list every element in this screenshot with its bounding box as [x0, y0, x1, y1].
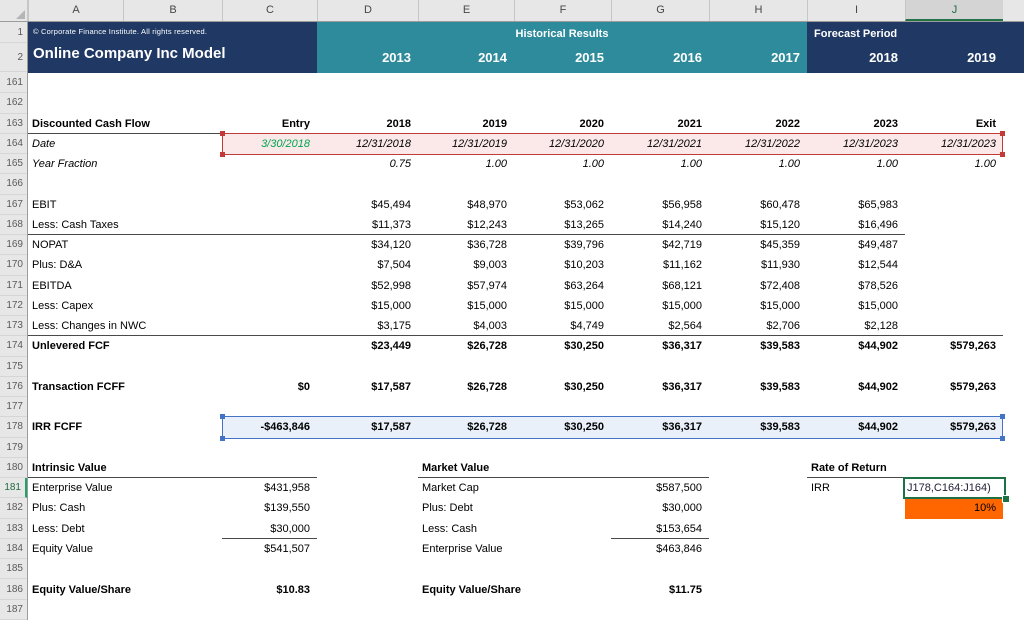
- cell-G169[interactable]: $42,719: [662, 239, 702, 252]
- cell-A183[interactable]: Less: Debt: [32, 522, 85, 535]
- row-header-172[interactable]: 172: [0, 296, 27, 316]
- cell-E184[interactable]: Enterprise Value: [422, 542, 503, 555]
- cell-G183[interactable]: $153,654: [656, 522, 702, 535]
- select-all-triangle-icon: [16, 10, 25, 19]
- cell-F174[interactable]: $30,250: [564, 340, 604, 353]
- cell-A163[interactable]: Discounted Cash Flow: [32, 117, 150, 130]
- cell-F163[interactable]: 2020: [579, 117, 604, 130]
- row-header-170[interactable]: 170: [0, 255, 27, 275]
- cell-I169[interactable]: $49,487: [858, 239, 898, 252]
- cell-H165[interactable]: 1.00: [778, 158, 800, 171]
- column-header-B[interactable]: B: [123, 0, 222, 21]
- row-header-173[interactable]: 173: [0, 316, 27, 336]
- irr-range-highlight-blue-handle[interactable]: [220, 436, 225, 441]
- cell-D178[interactable]: $17,587: [371, 421, 411, 434]
- year-cell-2013[interactable]: 2013: [382, 50, 411, 65]
- cell-A174[interactable]: Unlevered FCF: [32, 340, 110, 353]
- cell-G174[interactable]: $36,317: [662, 340, 702, 353]
- column-header-I[interactable]: I: [807, 0, 905, 21]
- cell-F173[interactable]: $4,749: [570, 320, 604, 333]
- cell-F165[interactable]: 1.00: [582, 158, 604, 171]
- cell-A176[interactable]: Transaction FCFF: [32, 380, 125, 393]
- formula-edit-cell[interactable]: J178,C164:J164): [903, 477, 1006, 499]
- cell-J164[interactable]: 12/31/2023: [940, 137, 996, 150]
- irr-range-highlight-blue-handle[interactable]: [220, 414, 225, 419]
- cell-F169[interactable]: $39,796: [564, 239, 604, 252]
- column-header-A[interactable]: A: [28, 0, 123, 21]
- column-header-strip: [0, 0, 1024, 22]
- cell-F167[interactable]: $53,062: [564, 198, 604, 211]
- cell-E171[interactable]: $57,974: [467, 279, 507, 292]
- cell-E170[interactable]: $9,003: [473, 259, 507, 272]
- cell-D172[interactable]: $15,000: [371, 299, 411, 312]
- row-header-167[interactable]: 167: [0, 195, 27, 215]
- cell-H176[interactable]: $39,583: [760, 380, 800, 393]
- cell-A173[interactable]: Less: Changes in NWC: [32, 320, 147, 333]
- cell-I173[interactable]: $2,128: [864, 320, 898, 333]
- row-header-184[interactable]: 184: [0, 539, 27, 559]
- cell-C184[interactable]: $541,507: [264, 542, 310, 555]
- cell-A169[interactable]: NOPAT: [32, 239, 69, 252]
- row-header-185[interactable]: 185: [0, 559, 27, 579]
- cell-G176[interactable]: $36,317: [662, 380, 702, 393]
- date-range-highlight-red-handle[interactable]: [1000, 152, 1005, 157]
- irr-range-highlight-blue-handle[interactable]: [1000, 414, 1005, 419]
- cell-D176[interactable]: $17,587: [371, 380, 411, 393]
- row-header-178[interactable]: 178: [0, 417, 27, 437]
- cell-I170[interactable]: $12,544: [858, 259, 898, 272]
- cell-F170[interactable]: $10,203: [564, 259, 604, 272]
- underline-rule-163: [28, 133, 222, 134]
- cell-I181[interactable]: IRR: [811, 482, 830, 495]
- cell-I174[interactable]: $44,902: [858, 340, 898, 353]
- cell-D173[interactable]: $3,175: [377, 320, 411, 333]
- cell-G173[interactable]: $2,564: [668, 320, 702, 333]
- cell-D170[interactable]: $7,504: [377, 259, 411, 272]
- row-header-161[interactable]: 161: [0, 73, 27, 93]
- cell-G181[interactable]: $587,500: [656, 482, 702, 495]
- cell-E182[interactable]: Plus: Debt: [422, 502, 473, 515]
- cell-A168[interactable]: Less: Cash Taxes: [32, 218, 119, 231]
- cell-J178[interactable]: $579,263: [950, 421, 996, 434]
- cell-I164[interactable]: 12/31/2023: [842, 137, 898, 150]
- cell-J163[interactable]: Exit: [975, 117, 996, 130]
- fill-handle[interactable]: [1002, 495, 1010, 503]
- column-header-C[interactable]: C: [222, 0, 317, 21]
- cell-J165[interactable]: 1.00: [974, 158, 996, 171]
- cell-A170[interactable]: Plus: D&A: [32, 259, 83, 272]
- cell-H172[interactable]: $15,000: [760, 299, 800, 312]
- cell-F172[interactable]: $15,000: [564, 299, 604, 312]
- select-all-corner[interactable]: [0, 0, 28, 21]
- cell-D167[interactable]: $45,494: [371, 198, 411, 211]
- cell-A184[interactable]: Equity Value: [32, 542, 93, 555]
- cell-E173[interactable]: $4,003: [473, 320, 507, 333]
- row-header-187[interactable]: 187: [0, 600, 27, 620]
- cell-G186[interactable]: $11.75: [668, 583, 702, 596]
- cell-D174[interactable]: $23,449: [371, 340, 411, 353]
- cell-E172[interactable]: $15,000: [467, 299, 507, 312]
- cell-J174[interactable]: $579,263: [950, 340, 996, 353]
- cell-G168[interactable]: $14,240: [662, 218, 702, 231]
- cell-E186[interactable]: Equity Value/Share: [422, 583, 522, 596]
- cell-F176[interactable]: $30,250: [564, 380, 604, 393]
- row-header-175[interactable]: 175: [0, 357, 27, 377]
- cell-I171[interactable]: $78,526: [858, 279, 898, 292]
- cell-H178[interactable]: $39,583: [760, 421, 800, 434]
- cell-G184[interactable]: $463,846: [656, 542, 702, 555]
- cell-E178[interactable]: $26,728: [467, 421, 507, 434]
- row-header-180[interactable]: 180: [0, 458, 27, 478]
- cell-G182[interactable]: $30,000: [662, 502, 702, 515]
- column-header-H[interactable]: H: [709, 0, 807, 21]
- cell-D169[interactable]: $34,120: [371, 239, 411, 252]
- cell-E174[interactable]: $26,728: [467, 340, 507, 353]
- cell-A167[interactable]: EBIT: [32, 198, 57, 211]
- cell-G163[interactable]: 2021: [677, 117, 702, 130]
- cell-A182[interactable]: Plus: Cash: [32, 502, 86, 515]
- copyright-text: © Corporate Finance Institute. All rights reserved.: [33, 27, 208, 36]
- cell-C182[interactable]: $139,550: [264, 502, 310, 515]
- cell-F168[interactable]: $13,265: [564, 218, 604, 231]
- cell-I167[interactable]: $65,983: [858, 198, 898, 211]
- date-range-highlight-red-handle[interactable]: [220, 152, 225, 157]
- cell-G171[interactable]: $68,121: [662, 279, 702, 292]
- cell-C178[interactable]: -$463,846: [260, 421, 310, 434]
- cell-A171[interactable]: EBITDA: [32, 279, 72, 292]
- cell-E164[interactable]: 12/31/2019: [451, 137, 507, 150]
- row-header-169[interactable]: 169: [0, 235, 27, 255]
- row-header-163[interactable]: 163: [0, 114, 27, 134]
- cell-A180[interactable]: Intrinsic Value: [32, 461, 107, 474]
- cell-F171[interactable]: $63,264: [564, 279, 604, 292]
- cell-E180[interactable]: Market Value: [422, 461, 490, 474]
- cell-H174[interactable]: $39,583: [760, 340, 800, 353]
- irr-result-cell[interactable]: 10%: [905, 498, 1003, 518]
- row-header-168[interactable]: 168: [0, 215, 27, 235]
- historical-results-label: Historical Results: [515, 28, 609, 40]
- cell-D168[interactable]: $11,373: [372, 218, 411, 231]
- cell-G167[interactable]: $56,958: [662, 198, 702, 211]
- workbook-title: Online Company Inc Model: [33, 45, 226, 62]
- cell-G170[interactable]: $11,162: [663, 259, 702, 272]
- cell-E165[interactable]: 1.00: [485, 158, 507, 171]
- cell-I180[interactable]: Rate of Return: [811, 461, 887, 474]
- column-header-G[interactable]: G: [611, 0, 709, 21]
- row-header-164[interactable]: 164: [0, 134, 27, 154]
- row-header-165[interactable]: 165: [0, 154, 27, 174]
- cell-I165[interactable]: 1.00: [876, 158, 898, 171]
- cell-E176[interactable]: $26,728: [467, 380, 507, 393]
- cell-E163[interactable]: 2019: [482, 117, 507, 130]
- cell-F178[interactable]: $30,250: [564, 421, 604, 434]
- year-cell-2019[interactable]: 2019: [967, 50, 996, 65]
- cell-I172[interactable]: $15,000: [858, 299, 898, 312]
- cell-E183[interactable]: Less: Cash: [422, 522, 478, 535]
- cell-C186[interactable]: $10.83: [276, 583, 310, 596]
- year-cell-2017[interactable]: 2017: [771, 50, 800, 65]
- irr-range-highlight-blue-handle[interactable]: [1000, 436, 1005, 441]
- cell-H163[interactable]: 2022: [775, 117, 800, 130]
- cell-C181[interactable]: $431,958: [264, 482, 310, 495]
- cell-I163[interactable]: 2023: [873, 117, 898, 130]
- cell-I168[interactable]: $16,496: [858, 218, 898, 231]
- forecast-period-label: Forecast Period: [814, 28, 898, 40]
- cell-A172[interactable]: Less: Capex: [32, 299, 94, 312]
- cell-G165[interactable]: 1.00: [680, 158, 702, 171]
- cell-C163[interactable]: Entry: [281, 117, 310, 130]
- cell-C183[interactable]: $30,000: [270, 522, 310, 535]
- row-header-177[interactable]: 177: [0, 397, 27, 417]
- column-header-D[interactable]: D: [317, 0, 418, 21]
- row-header-1[interactable]: 1: [0, 22, 27, 43]
- cell-J176[interactable]: $579,263: [950, 380, 996, 393]
- row-header-186[interactable]: 186: [0, 580, 27, 600]
- cell-G178[interactable]: $36,317: [662, 421, 702, 434]
- row-header-171[interactable]: 171: [0, 276, 27, 296]
- cell-I176[interactable]: $44,902: [858, 380, 898, 393]
- cell-C164[interactable]: 3/30/2018: [261, 137, 310, 150]
- row-header-179[interactable]: 179: [0, 438, 27, 458]
- cell-I178[interactable]: $44,902: [858, 421, 898, 434]
- cell-D165[interactable]: 0.75: [389, 158, 411, 171]
- cell-H169[interactable]: $45,359: [760, 239, 800, 252]
- row-header-166[interactable]: 166: [0, 174, 27, 194]
- cell-E181[interactable]: Market Cap: [422, 482, 479, 495]
- cell-A164[interactable]: Date: [32, 137, 56, 150]
- cell-H170[interactable]: $11,930: [761, 259, 800, 272]
- column-header-F[interactable]: F: [514, 0, 611, 21]
- year-cell-2014[interactable]: 2014: [478, 50, 507, 65]
- cell-A181[interactable]: Enterprise Value: [32, 482, 113, 495]
- year-cell-2015[interactable]: 2015: [575, 50, 604, 65]
- row-header-176[interactable]: 176: [0, 377, 27, 397]
- cell-G164[interactable]: 12/31/2021: [646, 137, 702, 150]
- cell-A165[interactable]: Year Fraction: [32, 158, 98, 171]
- date-range-highlight-red-handle[interactable]: [1000, 131, 1005, 136]
- cell-D171[interactable]: $52,998: [371, 279, 411, 292]
- cell-H164[interactable]: 12/31/2022: [744, 137, 800, 150]
- cell-C176[interactable]: $0: [297, 380, 310, 393]
- row-header-2[interactable]: 2: [0, 44, 27, 72]
- row-header-181[interactable]: 181: [0, 478, 27, 498]
- cell-D163[interactable]: 2018: [386, 117, 411, 130]
- cell-H167[interactable]: $60,478: [760, 198, 800, 211]
- cell-D164[interactable]: 12/31/2018: [355, 137, 411, 150]
- cell-A178[interactable]: IRR FCFF: [32, 421, 83, 434]
- cell-E167[interactable]: $48,970: [467, 198, 507, 211]
- cell-H168[interactable]: $15,120: [760, 218, 800, 231]
- cell-E169[interactable]: $36,728: [467, 239, 507, 252]
- cell-G172[interactable]: $15,000: [662, 299, 702, 312]
- column-header-J[interactable]: J: [905, 0, 1003, 21]
- cell-E168[interactable]: $12,243: [467, 218, 507, 231]
- year-cell-2018[interactable]: 2018: [869, 50, 898, 65]
- cell-H171[interactable]: $72,408: [760, 279, 800, 292]
- row-header-162[interactable]: 162: [0, 93, 27, 113]
- row-header-183[interactable]: 183: [0, 519, 27, 539]
- row-header-174[interactable]: 174: [0, 336, 27, 356]
- cell-H173[interactable]: $2,706: [766, 320, 800, 333]
- row-header-182[interactable]: 182: [0, 498, 27, 518]
- cell-A186[interactable]: Equity Value/Share: [32, 583, 132, 596]
- cell-F164[interactable]: 12/31/2020: [548, 137, 604, 150]
- column-header-E[interactable]: E: [418, 0, 514, 21]
- date-range-highlight-red-handle[interactable]: [220, 131, 225, 136]
- row-header-strip: [0, 22, 28, 620]
- year-cell-2016[interactable]: 2016: [673, 50, 702, 65]
